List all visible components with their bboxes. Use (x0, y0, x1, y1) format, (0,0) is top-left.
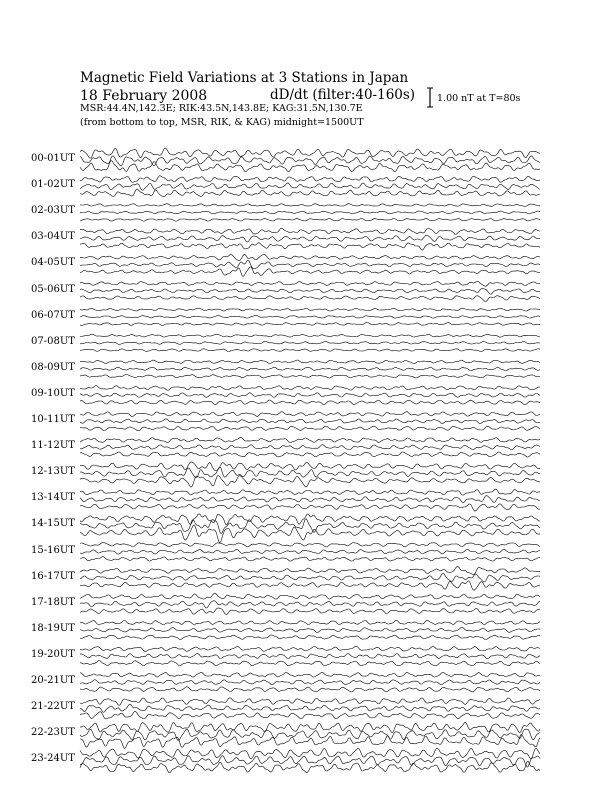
trace-02-03UT-RIK (80, 211, 540, 214)
trace-06-07UT-KAG (80, 308, 540, 311)
hour-label: 19-20UT (31, 648, 75, 660)
trace-group (80, 148, 540, 773)
hour-label: 00-01UT (31, 153, 75, 164)
hour-label: 03-04UT (31, 231, 75, 243)
trace-00-01UT-MSR (80, 161, 540, 172)
trace-06-07UT-RIK (80, 315, 540, 318)
hour-label: 02-03UT (31, 205, 75, 217)
hour-label: 18-19UT (31, 622, 75, 634)
trace-03-04UT-KAG (80, 228, 540, 234)
trace-05-06UT-RIK (80, 289, 540, 295)
trace-13-14UT-RIK (80, 496, 540, 503)
hour-label: 07-08UT (31, 335, 75, 347)
trace-18-19UT-MSR (80, 635, 540, 640)
trace-17-18UT-RIK (80, 601, 540, 608)
hour-label: 21-22UT (31, 701, 75, 713)
trace-14-15UT-MSR (80, 525, 540, 542)
trace-01-02UT-RIK (80, 183, 540, 190)
chart-title: Magnetic Field Variations at 3 Stations in Japan (80, 70, 409, 86)
trace-12-13UT-MSR (80, 476, 540, 488)
trace-09-10UT-KAG (80, 386, 540, 391)
trace-01-02UT-KAG (80, 176, 540, 183)
trace-05-06UT-KAG (80, 281, 540, 286)
trace-04-05UT-MSR (80, 267, 540, 277)
hour-label: 14-15UT (31, 518, 75, 530)
stations-label: MSR:44.4N,142.3E; RIK:43.5N,143.8E; KAG:31.5N,130.7E (80, 103, 363, 114)
hour-label: 16-17UT (31, 570, 75, 582)
trace-16-17UT-RIK (80, 573, 540, 582)
hour-label: 23-24UT (31, 753, 75, 765)
trace-10-11UT-MSR (80, 426, 540, 431)
scale-bar (427, 88, 433, 107)
trace-00-01UT-RIK (80, 156, 540, 166)
trace-03-04UT-MSR (80, 243, 540, 251)
hour-label: 20-21UT (31, 675, 75, 686)
component-label: dD/dt (filter:40-160s) (270, 87, 416, 103)
trace-05-06UT-MSR (80, 296, 540, 302)
trace-16-17UT-MSR (80, 581, 540, 590)
hour-label: 13-14UT (31, 492, 75, 504)
hour-label: 22-23UT (31, 727, 75, 739)
trace-04-05UT-KAG (80, 254, 540, 260)
trace-02-03UT-KAG (80, 204, 540, 207)
hour-label: 15-16UT (31, 544, 75, 556)
hour-label: 01-02UT (31, 179, 75, 191)
hour-label: 11-12UT (31, 440, 75, 452)
trace-03-04UT-RIK (80, 235, 540, 242)
trace-12-13UT-KAG (80, 462, 540, 471)
trace-08-09UT-RIK (80, 367, 540, 370)
trace-07-08UT-MSR (80, 349, 540, 352)
trace-17-18UT-KAG (80, 593, 540, 599)
trace-21-22UT-KAG (80, 698, 540, 706)
trace-16-17UT-KAG (80, 567, 540, 575)
trace-20-21UT-KAG (80, 672, 540, 677)
hour-label: 09-10UT (31, 387, 75, 399)
trace-01-02UT-MSR (80, 189, 540, 197)
scale-bar-label: 1.00 nT at T=80s (437, 93, 521, 104)
trace-21-22UT-RIK (80, 704, 540, 712)
trace-13-14UT-KAG (80, 489, 540, 495)
trace-00-01UT-KAG (80, 148, 540, 158)
trace-14-15UT-KAG (80, 514, 540, 525)
order-note: (from bottom to top, MSR, RIK, & KAG) midnight=1500UT (80, 117, 364, 128)
trace-10-11UT-RIK (80, 419, 540, 424)
trace-04-05UT-RIK (80, 260, 540, 269)
trace-20-21UT-RIK (80, 680, 540, 685)
trace-07-08UT-RIK (80, 341, 540, 344)
trace-14-15UT-RIK (80, 519, 540, 534)
trace-10-11UT-KAG (80, 412, 540, 417)
hour-label: 08-09UT (31, 361, 75, 373)
trace-08-09UT-KAG (80, 360, 540, 364)
trace-15-16UT-MSR (80, 557, 540, 562)
trace-19-20UT-KAG (80, 646, 540, 651)
hour-label: 12-13UT (31, 466, 75, 478)
trace-15-16UT-RIK (80, 549, 540, 554)
hour-label: 10-11UT (31, 414, 75, 425)
trace-09-10UT-RIK (80, 393, 540, 398)
trace-18-19UT-KAG (80, 620, 540, 624)
trace-11-12UT-KAG (80, 438, 540, 443)
trace-06-07UT-MSR (80, 322, 540, 325)
hour-label: 17-18UT (31, 596, 75, 608)
trace-07-08UT-KAG (80, 334, 540, 337)
trace-18-19UT-RIK (80, 628, 540, 633)
trace-19-20UT-RIK (80, 654, 540, 659)
trace-13-14UT-MSR (80, 504, 540, 511)
date-label: 18 February 2008 (80, 88, 208, 104)
trace-21-22UT-MSR (80, 711, 540, 719)
hour-label: 05-06UT (31, 283, 75, 295)
trace-15-16UT-KAG (80, 543, 540, 547)
trace-11-12UT-RIK (80, 445, 540, 450)
trace-11-12UT-MSR (80, 452, 540, 457)
trace-02-03UT-MSR (80, 219, 540, 222)
trace-12-13UT-RIK (80, 467, 540, 478)
trace-08-09UT-MSR (80, 375, 540, 379)
trace-19-20UT-MSR (80, 661, 540, 666)
trace-22-23UT-KAG (80, 722, 540, 732)
trace-20-21UT-MSR (80, 687, 540, 692)
hour-label: 04-05UT (31, 257, 75, 269)
trace-09-10UT-MSR (80, 400, 540, 405)
trace-17-18UT-MSR (80, 608, 540, 615)
hour-label: 06-07UT (31, 309, 75, 321)
